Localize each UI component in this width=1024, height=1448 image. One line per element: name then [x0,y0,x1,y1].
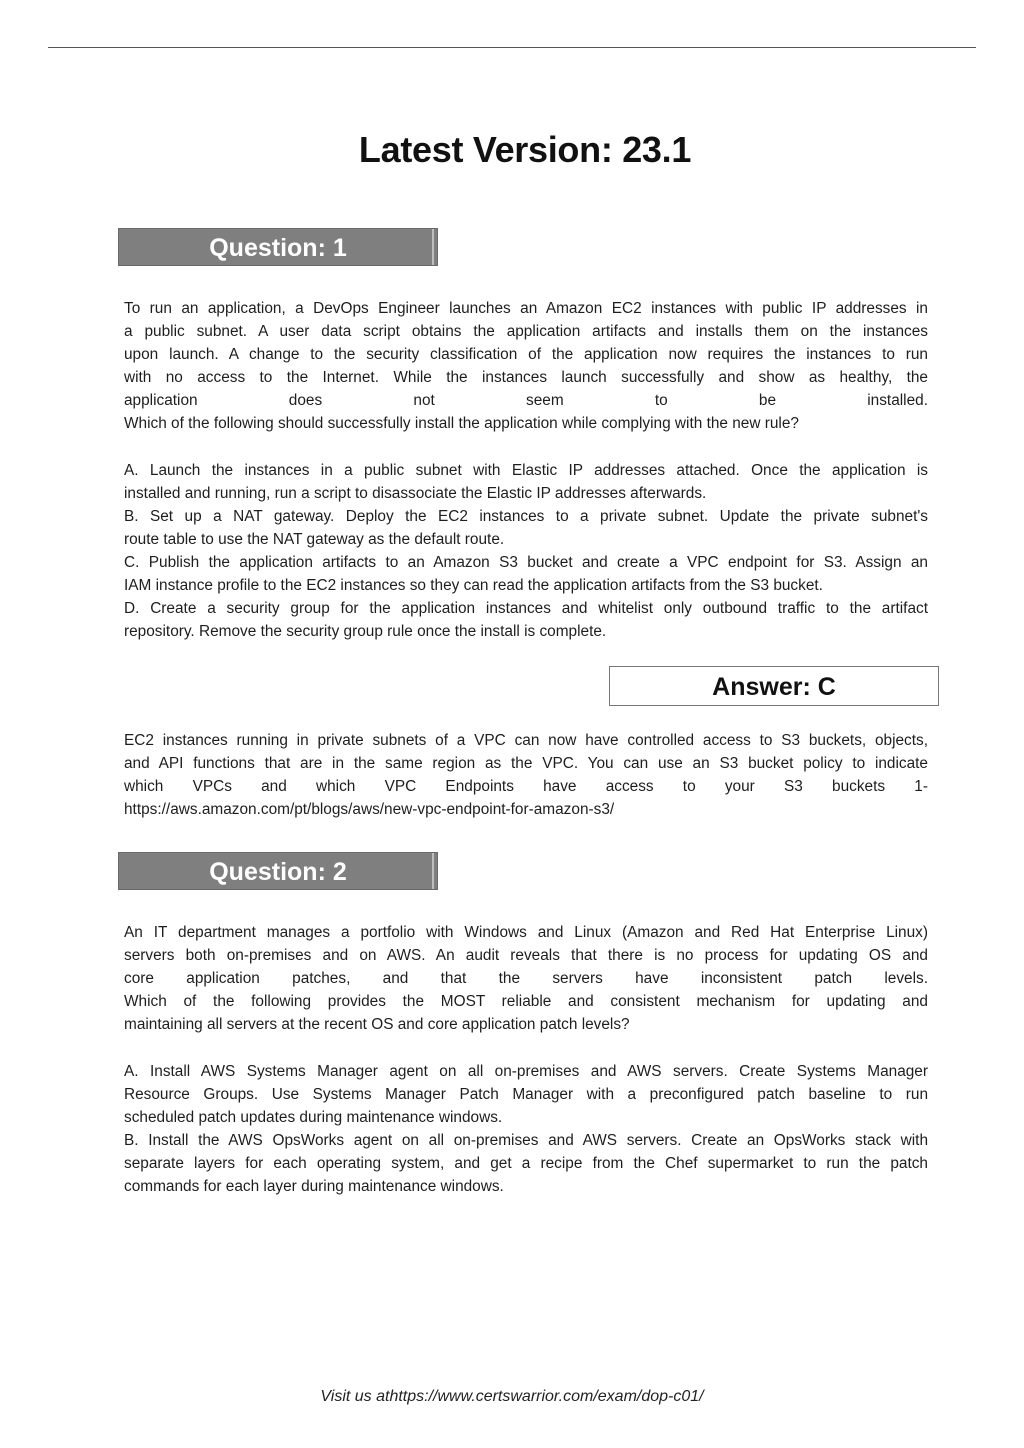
stem-line: Which of the following provides the MOST reliable and consistent mechanism for updating and [124,993,928,1011]
stem-line: servers both on-premises and on AWS. An audit reveals that there is no process for updating OS and [124,947,928,965]
footer-link-text: Visit us athttps://www.certswarrior.com/exam/dop-c01/ [320,1388,704,1405]
option-d-line: repository. Remove the security group rule once the install is complete. [124,623,607,641]
stem-line: Which of the following should successfully install the application while complying with the new rule? [124,415,799,433]
header-rule [48,47,976,48]
answer-box [609,666,939,706]
option-b-line: commands for each layer during maintenance windows. [124,1178,504,1196]
option-c-line: C. Publish the application artifacts to an Amazon S3 bucket and create a VPC endpoint for S3. Assign an [124,554,928,572]
explanation-url: https://aws.amazon.com/pt/blogs/aws/new-vpc-endpoint-for-amazon-s3/ [124,801,615,819]
stem-line: To run an application, a DevOps Engineer launches an Amazon EC2 instances with public IP addresses in [124,300,928,317]
option-b-line: route table to use the NAT gateway as the default route. [124,530,505,548]
question-2-stem [124,921,928,1198]
option-a-line: A. Install AWS Systems Manager agent on all on-premises and AWS servers. Create Systems Manager [124,1062,928,1080]
option-a-line: installed and running, run a script to disassociate the Elastic IP addresses afterwards. [124,484,707,502]
option-d-line: D. Create a security group for the application instances and whitelist only outbound traffic to the artifact [124,600,928,618]
option-b-line: B. Install the AWS OpsWorks agent on all on-premises and AWS servers. Create an OpsWorks stack with [124,1131,928,1149]
explanation-line: EC2 instances running in private subnets of a VPC can now have controlled access to S3 buckets, objects, [124,732,928,749]
option-a-line: A. Launch the instances in a public subnet with Elastic IP addresses attached. Once the application is [124,461,928,479]
stem-line: maintaining all servers at the recent OS and core application patch levels? [124,1016,630,1034]
question-1-banner [118,228,438,266]
question-1-label: Question: 1 [209,234,347,262]
option-b-line: B. Set up a NAT gateway. Deploy the EC2 instances to a private subnet. Update the private subnet's [124,507,928,525]
explanation-line: and API functions that are in the same region as the VPC. You can use an S3 bucket policy to indicate [124,755,928,773]
explanation-line: which VPCs and which VPC Endpoints have access to your S3 buckets 1- [124,778,928,796]
question-2-banner [118,852,438,890]
option-a-line: Resource Groups. Use Systems Manager Patch Manager with a preconfigured patch baseline to run [124,1085,928,1103]
stem-line: with no access to the Internet. While the instances launch successfully and show as healthy, the [124,369,928,387]
stem-line: core application patches, and that the servers have inconsistent patch levels. [124,970,928,988]
option-b-line: separate layers for each operating system, and get a recipe from the Chef supermarket to run the patch [124,1154,928,1172]
stem-line: a public subnet. A user data script obtains the application artifacts and installs them on the instances [124,323,928,341]
answer-explanation [124,729,928,821]
stem-line: upon launch. A change to the security classification of the application now requires the instances to run [124,346,928,364]
page-title: Latest Version: 23.1 [358,129,692,170]
option-a-line: scheduled patch updates during maintenance windows. [124,1108,503,1126]
option-c-line: IAM instance profile to the EC2 instances so they can read the application artifacts from the S3 bucket. [124,577,823,595]
answer-label: Answer: C [712,673,836,701]
question-2-label: Question: 2 [209,858,347,886]
question-1-stem [124,297,928,643]
stem-line: application does not seem to be installed. [124,392,928,410]
stem-line: An IT department manages a portfolio with Windows and Linux (Amazon and Red Hat Enterprise Linux) [124,924,928,941]
